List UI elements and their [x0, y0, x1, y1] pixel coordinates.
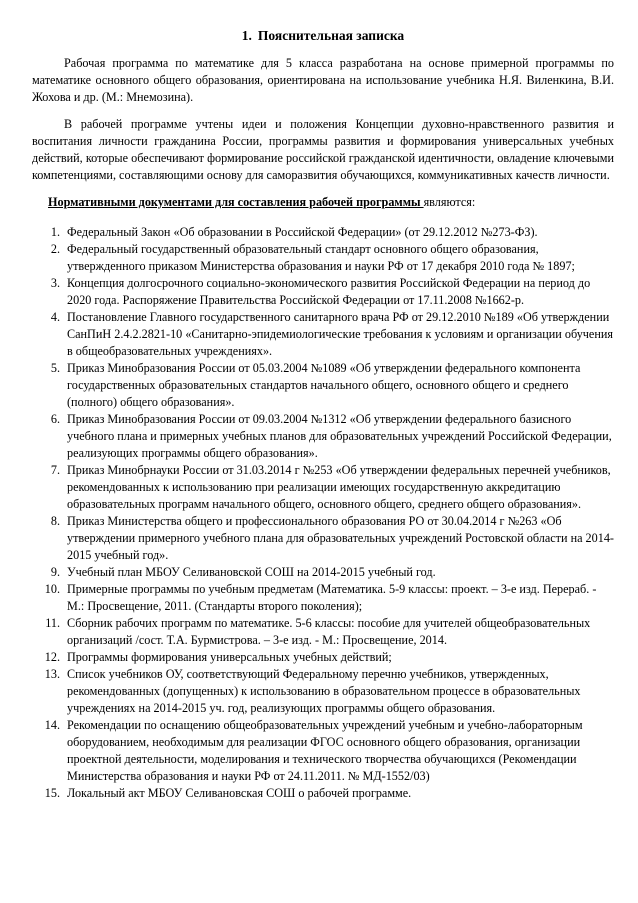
- list-item-text: Приказ Министерства общего и профессионального образования РО от 30.04.2014 г №263 «Об утверждении примерного учебного плана для образовательных учреждений Ростовской области на 2014-2015 учебный год».: [67, 514, 614, 562]
- list-item: [32, 666, 614, 717]
- list-item-text: Список учебников ОУ, соответствующий Федеральному перечню учебников, утвержденных, рекомендованных (допущенных) к использованию в образовательном процессе в образовательных учреждениях на 2014-2015 уч. год, реализующих программы общего образования.: [67, 667, 581, 715]
- list-item-text: Учебный план МБОУ Селивановской СОШ на 2014-2015 учебный год.: [67, 565, 436, 579]
- list-item-text: Сборник рабочих программ по математике. 5-6 классы: пособие для учителей общеобразовательных организаций /сост. Т.А. Бурмистрова. – 3-е изд. - М.: Просвещение, 2014.: [67, 616, 591, 647]
- normative-heading-bold: Нормативными документами для составления рабочей программы: [48, 195, 424, 209]
- list-item: [32, 275, 614, 309]
- list-item: [32, 224, 614, 241]
- list-item-number: 1.: [50, 225, 60, 239]
- list-item: [32, 360, 614, 411]
- list-item-number: 12.: [44, 650, 60, 664]
- section-title-text: Пояснительная записка: [257, 28, 405, 43]
- list-item-text: Приказ Минобразования России от 09.03.2004 №1312 «Об утверждении федерального базисного учебного плана и примерных учебных планов для образовательных учреждений Российской Федерации, реализующих программы общего образования».: [67, 412, 612, 460]
- list-item-number: 5.: [50, 361, 60, 375]
- list-item-number: 2.: [50, 242, 60, 256]
- list-item-number: 3.: [50, 276, 60, 290]
- list-item-number: 11.: [45, 616, 60, 630]
- list-item-text: Рекомендации по оснащению общеобразовательных учреждений учебным и учебно-лабораторным оборудованием, необходимым для реализации ФГОС основного общего образования, организации проектной деятельности, моделирования и технического творчества обучающихся (Рекомендации Министерства образования и науки РФ от 24.11.2011. № МД-1552/03): [67, 718, 583, 783]
- list-item-number: 6.: [50, 412, 60, 426]
- list-item: [32, 462, 614, 513]
- paragraph-concept: В рабочей программе учтены идеи и положения Концепции духовно-нравственного развития и воспитания личности гражданина России, программы развития и формирования универсальных учебных действий, которые обеспечивают формирование российской гражданской идентичности, овладение ключевыми компетенциями, составляющими основу для саморазвития обучающихся, коммуникативных качеств личности.: [32, 117, 614, 182]
- list-item-text: Концепция долгосрочного социально-экономического развития Российской Федерации на период до 2020 года. Распоряжение Правительства Российской Федерации от 17.11.2008 №1662-р.: [67, 276, 591, 307]
- normative-heading-rest: являются:: [423, 195, 476, 209]
- normative-documents-list: [32, 224, 614, 802]
- list-item: [32, 564, 614, 581]
- list-item: [32, 615, 614, 649]
- list-item-text: Программы формирования универсальных учебных действий;: [67, 650, 392, 664]
- list-item-number: 10.: [44, 582, 60, 596]
- list-item-number: 15.: [44, 786, 60, 800]
- list-item: [32, 649, 614, 666]
- list-item-number: 9.: [50, 565, 60, 579]
- list-item: [32, 411, 614, 462]
- list-item: [32, 717, 614, 785]
- list-item-number: 13.: [44, 667, 60, 681]
- section-title: [32, 27, 614, 45]
- list-item-number: 8.: [50, 514, 60, 528]
- list-item-number: 14.: [44, 718, 60, 732]
- section-number: 1.: [241, 28, 252, 43]
- list-item: [32, 241, 614, 275]
- list-item-number: 7.: [50, 463, 60, 477]
- list-item-text: Приказ Минобрнауки России от 31.03.2014 г №253 «Об утверждении федеральных перечней учебников, рекомендованных к использованию при реализации имеющих государственную аккредитацию образовательных программ начального общего, основного общего, среднего общего образования».: [67, 463, 611, 511]
- list-item-number: 4.: [50, 310, 60, 324]
- list-item-text: Примерные программы по учебным предметам (Математика. 5-9 классы: проект. – 3-е изд. Перераб. - М.: Просвещение, 2011. (Стандарты второго поколения);: [67, 582, 597, 613]
- list-item: [32, 581, 614, 615]
- list-item-text: Приказ Минобразования России от 05.03.2004 №1089 «Об утверждении федерального компонента государственных образовательных стандартов начального общего, основного общего и среднего (полного) общего образования».: [67, 361, 581, 409]
- list-item: [32, 513, 614, 564]
- list-item-text: Локальный акт МБОУ Селивановская СОШ о рабочей программе.: [67, 786, 412, 800]
- list-item-text: Федеральный Закон «Об образовании в Российской Федерации» (от 29.12.2012 №273-ФЗ).: [67, 225, 538, 239]
- list-item-text: Постановление Главного государственного санитарного врача РФ от 29.12.2010 №189 «Об утверждении СанПиН 2.4.2.2821-10 «Санитарно-эпидемиологические требования к условиям и организации обучения в общеобразовательных учреждениях».: [67, 310, 613, 358]
- paragraph-program-basis: Рабочая программа по математике для 5 класса разработана на основе примерной программы по математике основного общего образования, ориентирована на использование учебника Н.Я. Виленкина, В.И. Жохова и др. (М.: Мнемозина).: [32, 56, 614, 104]
- list-item-text: Федеральный государственный образовательный стандарт основного общего образования, утвержденного приказом Министерства образования и науки РФ от 17 декабря 2010 года № 1897;: [67, 242, 575, 273]
- list-item: [32, 309, 614, 360]
- normative-heading: [48, 194, 614, 211]
- list-item: [32, 785, 614, 802]
